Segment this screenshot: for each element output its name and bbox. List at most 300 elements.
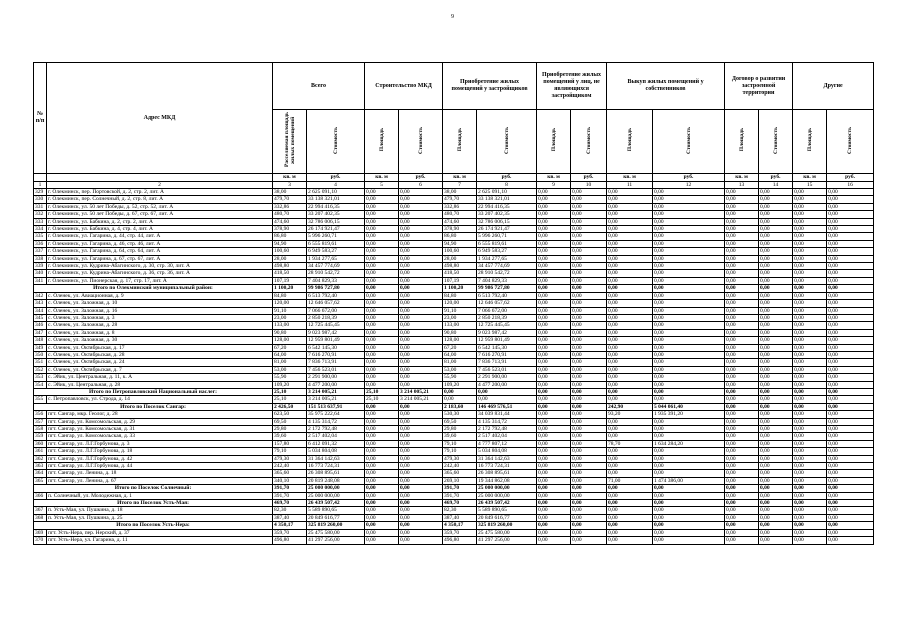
unit-sqm: кв. м bbox=[725, 174, 759, 182]
row-value: 0,00 bbox=[725, 344, 759, 351]
row-value: 4 135 314,72 bbox=[307, 418, 365, 425]
row-value: 0,00 bbox=[607, 322, 653, 329]
row-value: 0,00 bbox=[759, 307, 793, 314]
row-value: 109,20 bbox=[273, 381, 307, 388]
row-value: 0,00 bbox=[759, 470, 793, 477]
row-value: 0,00 bbox=[759, 329, 793, 336]
row-value: 107,19 bbox=[273, 277, 307, 284]
row-value: 0,00 bbox=[725, 255, 759, 262]
row-value: 0,00 bbox=[827, 240, 874, 247]
column-number: 11 bbox=[607, 181, 653, 189]
row-value: 479,70 bbox=[443, 196, 477, 203]
column-number: 2 bbox=[47, 181, 273, 189]
row-value: 6 949 583,27 bbox=[477, 248, 537, 255]
row-value: 78,70 bbox=[607, 440, 653, 447]
row-value: 0,00 bbox=[571, 218, 607, 225]
row-value: 0,00 bbox=[827, 226, 874, 233]
row-value: 0,00 bbox=[571, 233, 607, 240]
row-value: 91,10 bbox=[443, 307, 477, 314]
header-buyout: Выкуп жилых помещений у собственников bbox=[607, 63, 725, 110]
row-value: 0,00 bbox=[607, 233, 653, 240]
row-value: 0,00 bbox=[399, 529, 443, 536]
row-value: 479,70 bbox=[273, 196, 307, 203]
row-value: 0,00 bbox=[365, 329, 399, 336]
units-empty-cell bbox=[34, 174, 47, 182]
row-value: 0,00 bbox=[607, 366, 653, 373]
row-value: 0,00 bbox=[365, 411, 399, 418]
row-value: 133,00 bbox=[273, 322, 307, 329]
row-value: 0,00 bbox=[653, 248, 725, 255]
resettlement-table bbox=[33, 62, 874, 545]
row-value: 2 172 792,48 bbox=[307, 426, 365, 433]
row-value: 0,00 bbox=[365, 463, 399, 470]
row-value: 120,00 bbox=[273, 300, 307, 307]
row-value: 496,80 bbox=[273, 537, 307, 544]
subtotal-value: 151 513 637,91 bbox=[307, 403, 365, 410]
row-value: 0,00 bbox=[653, 189, 725, 196]
row-value: 0,00 bbox=[399, 411, 443, 418]
row-value: 0,00 bbox=[653, 351, 725, 358]
subtotal-value: 0,00 bbox=[725, 403, 759, 410]
row-value: 0,00 bbox=[399, 196, 443, 203]
row-number: 356 bbox=[34, 411, 47, 418]
row-value: 7 456 523,01 bbox=[307, 366, 365, 373]
row-value: 0,00 bbox=[653, 374, 725, 381]
row-value: 0,00 bbox=[725, 189, 759, 196]
subtotal-label: Итого по Петропавловский Национальный наслег: bbox=[34, 388, 273, 395]
row-value: 0,00 bbox=[399, 218, 443, 225]
row-value: 0,00 bbox=[827, 477, 874, 484]
subtotal-label: Итого по Поселок Сангар: bbox=[34, 403, 273, 410]
row-value: 0,00 bbox=[365, 196, 399, 203]
row-value: 0,00 bbox=[607, 277, 653, 284]
subtotal-value: 0,00 bbox=[571, 485, 607, 492]
row-value: 25 475 580,00 bbox=[477, 529, 537, 536]
row-value: 0,00 bbox=[571, 240, 607, 247]
row-value: 0,00 bbox=[759, 203, 793, 210]
subtotal-value: 0,00 bbox=[653, 485, 725, 492]
row-value: 0,00 bbox=[571, 322, 607, 329]
row-value: 0,00 bbox=[827, 314, 874, 321]
row-value: 0,00 bbox=[653, 211, 725, 218]
row-number: 353 bbox=[34, 374, 47, 381]
row-value: 0,00 bbox=[827, 233, 874, 240]
header-acq-dev: Приобретение жилых помещений у застройщиков bbox=[443, 63, 537, 110]
table-row bbox=[34, 418, 874, 425]
column-number: 10 bbox=[571, 181, 607, 189]
row-value: 0,00 bbox=[653, 307, 725, 314]
row-value: 12 959 801,49 bbox=[307, 337, 365, 344]
row-value: 64,00 bbox=[443, 351, 477, 358]
row-value: 0,00 bbox=[477, 396, 537, 403]
subheader-cell bbox=[399, 110, 443, 174]
unit-rub: руб. bbox=[399, 174, 443, 182]
row-value: 0,00 bbox=[759, 292, 793, 299]
row-value: 0,00 bbox=[725, 277, 759, 284]
table-row bbox=[34, 514, 874, 521]
row-value: 0,00 bbox=[725, 196, 759, 203]
subtotal-row bbox=[34, 403, 874, 410]
row-value: 0,00 bbox=[399, 233, 443, 240]
row-number: 365 bbox=[34, 477, 47, 484]
row-value: 0,00 bbox=[793, 344, 827, 351]
row-value: 0,00 bbox=[653, 203, 725, 210]
row-value: 84,80 bbox=[443, 292, 477, 299]
row-value: 0,00 bbox=[827, 218, 874, 225]
row-value: 0,00 bbox=[793, 433, 827, 440]
row-value: 133,00 bbox=[443, 322, 477, 329]
row-value: 0,00 bbox=[399, 255, 443, 262]
row-value: 0,00 bbox=[537, 433, 571, 440]
subtotal-value: 0,00 bbox=[725, 388, 759, 395]
row-value: 0,00 bbox=[537, 440, 571, 447]
row-value: 359,70 bbox=[443, 529, 477, 536]
row-value: 0,00 bbox=[537, 189, 571, 196]
header-num: № п/п bbox=[34, 63, 47, 174]
row-value: 0,00 bbox=[399, 359, 443, 366]
row-value: 0,00 bbox=[399, 433, 443, 440]
subtotal-value: 0,00 bbox=[759, 500, 793, 507]
row-number: 338 bbox=[34, 255, 47, 262]
row-value: 7 836 713,91 bbox=[307, 359, 365, 366]
row-value: 0,00 bbox=[607, 396, 653, 403]
row-value: 0,00 bbox=[399, 537, 443, 544]
row-value: 0,00 bbox=[571, 366, 607, 373]
row-value: 0,00 bbox=[571, 203, 607, 210]
row-value: 41 297 256,00 bbox=[307, 537, 365, 544]
header-total: Всего bbox=[273, 63, 365, 110]
row-value: 0,00 bbox=[827, 381, 874, 388]
row-address: с. Оленек, ул. Заложная, д. 10 bbox=[47, 300, 273, 307]
row-value: 16 773 724,31 bbox=[307, 463, 365, 470]
row-value: 7 456 523,01 bbox=[477, 366, 537, 373]
row-value: 0,00 bbox=[653, 218, 725, 225]
row-number: 360 bbox=[34, 440, 47, 447]
column-number: 15 bbox=[793, 181, 827, 189]
header-acq-nondev: Приобретение жилых помещений у лиц, не являющихся застройщиком bbox=[537, 63, 607, 110]
row-value: 0,00 bbox=[571, 270, 607, 277]
row-value: 79,10 bbox=[443, 448, 477, 455]
table-row bbox=[34, 440, 874, 447]
row-value: 53,00 bbox=[443, 366, 477, 373]
table-header bbox=[34, 63, 874, 189]
subtotal-value: 0,00 bbox=[793, 485, 827, 492]
row-value: 0,00 bbox=[793, 226, 827, 233]
table-row bbox=[34, 307, 874, 314]
unit-rub: руб. bbox=[827, 174, 874, 182]
row-number: 334 bbox=[34, 226, 47, 233]
row-value: 0,00 bbox=[607, 307, 653, 314]
row-value: 34 039 831,44 bbox=[477, 411, 537, 418]
row-value: 0,00 bbox=[537, 307, 571, 314]
row-value: 0,00 bbox=[793, 537, 827, 544]
row-value: 0,00 bbox=[399, 211, 443, 218]
row-value: 0,00 bbox=[537, 374, 571, 381]
row-address: пгт. Сангар, ул. Ленина, д. 67 bbox=[47, 477, 273, 484]
row-value: 28,00 bbox=[443, 255, 477, 262]
row-value: 0,00 bbox=[571, 440, 607, 447]
row-value: 0,00 bbox=[607, 470, 653, 477]
subheader-area: Площадь bbox=[456, 128, 463, 152]
subtotal-value: 25,10 bbox=[365, 388, 399, 395]
subtotal-value: 0,00 bbox=[571, 388, 607, 395]
table-row bbox=[34, 433, 874, 440]
row-value: 6 555 819,61 bbox=[307, 240, 365, 247]
row-value: 0,00 bbox=[399, 329, 443, 336]
row-value: 34 457 774,69 bbox=[307, 263, 365, 270]
table-row bbox=[34, 255, 874, 262]
subtotal-value: 0,00 bbox=[759, 285, 793, 292]
row-address: п. Усть-Мая, ул. Пушкина, д. 18 bbox=[47, 507, 273, 514]
row-number: 354 bbox=[34, 381, 47, 388]
subheader-cell bbox=[759, 110, 793, 174]
row-value: 0,00 bbox=[827, 344, 874, 351]
row-value: 5 996 260,71 bbox=[477, 233, 537, 240]
row-value: 0,00 bbox=[399, 226, 443, 233]
row-value: 0,00 bbox=[365, 292, 399, 299]
row-value: 9 023 987,42 bbox=[477, 329, 537, 336]
subtotal-value: 242,90 bbox=[607, 403, 653, 410]
row-value: 0,00 bbox=[827, 270, 874, 277]
subtotal-value: 4 350,17 bbox=[273, 522, 307, 529]
row-value: 0,00 bbox=[571, 448, 607, 455]
row-value: 6 412 091,32 bbox=[307, 440, 365, 447]
row-value: 0,00 bbox=[399, 189, 443, 196]
row-value: 387,40 bbox=[443, 514, 477, 521]
row-value: 0,00 bbox=[607, 455, 653, 462]
row-address: г. Олекминск, пер. Портовской, д. 2, стр. 2, лит. А bbox=[47, 189, 273, 196]
table-row bbox=[34, 233, 874, 240]
row-value: 0,00 bbox=[365, 226, 399, 233]
row-value: 0,00 bbox=[725, 381, 759, 388]
row-value: 0,00 bbox=[365, 507, 399, 514]
row-value: 0,00 bbox=[653, 196, 725, 203]
row-value: 0,00 bbox=[571, 463, 607, 470]
row-value: 0,00 bbox=[653, 240, 725, 247]
row-value: 0,00 bbox=[399, 470, 443, 477]
row-number: 336 bbox=[34, 240, 47, 247]
column-number: 13 bbox=[725, 181, 759, 189]
table-row bbox=[34, 455, 874, 462]
row-value: 0,00 bbox=[793, 514, 827, 521]
row-value: 0,00 bbox=[607, 374, 653, 381]
row-value: 0,00 bbox=[759, 226, 793, 233]
table-row bbox=[34, 277, 874, 284]
subtotal-value: 0,00 bbox=[537, 403, 571, 410]
table-row bbox=[34, 529, 874, 536]
row-value: 0,00 bbox=[537, 277, 571, 284]
row-address: с. Петропавловск, ул. Строда, д. 14 bbox=[47, 396, 273, 403]
row-address: пгт. Сангар, ул. Ленина, д. 18 bbox=[47, 470, 273, 477]
subtotal-value: 0,00 bbox=[793, 522, 827, 529]
row-value: 0,00 bbox=[399, 337, 443, 344]
row-value: 0,00 bbox=[365, 189, 399, 196]
row-value: 0,00 bbox=[537, 196, 571, 203]
row-value: 0,00 bbox=[365, 211, 399, 218]
row-value: 0,00 bbox=[759, 418, 793, 425]
subtotal-value: 0,00 bbox=[365, 285, 399, 292]
row-value: 12 646 057,62 bbox=[477, 300, 537, 307]
subtotal-value: 99 986 727,80 bbox=[307, 285, 365, 292]
row-value: 0,00 bbox=[653, 470, 725, 477]
subtotal-value: 0,00 bbox=[571, 500, 607, 507]
column-number: 6 bbox=[399, 181, 443, 189]
row-value: 25 000 000,00 bbox=[307, 492, 365, 499]
row-number: 343 bbox=[34, 300, 47, 307]
subtotal-value: 0,00 bbox=[827, 500, 874, 507]
row-value: 0,00 bbox=[827, 463, 874, 470]
row-value: 0,00 bbox=[759, 529, 793, 536]
row-address: с. Оленек, ул. Октябрьская, д. 24 bbox=[47, 359, 273, 366]
row-value: 0,00 bbox=[571, 396, 607, 403]
row-value: 0,00 bbox=[725, 329, 759, 336]
subheader-cost: Стоимость bbox=[332, 126, 339, 154]
column-numbers-row bbox=[34, 181, 874, 189]
row-value: 0,00 bbox=[571, 292, 607, 299]
row-address: п. Усть-Мая, ул. Пушкина, д. 25 bbox=[47, 514, 273, 521]
subtotal-row bbox=[34, 522, 874, 529]
table-row bbox=[34, 314, 874, 321]
row-value: 0,00 bbox=[653, 381, 725, 388]
subtotal-value: 0,00 bbox=[827, 522, 874, 529]
row-value: 0,00 bbox=[759, 514, 793, 521]
table-row bbox=[34, 366, 874, 373]
row-value: 0,00 bbox=[399, 507, 443, 514]
row-number: 335 bbox=[34, 233, 47, 240]
row-address: с. Оленек, ул. Заложная, д. 28 bbox=[47, 322, 273, 329]
row-value: 53,00 bbox=[273, 366, 307, 373]
row-value: 0,00 bbox=[759, 537, 793, 544]
subheader-cost: Стоимость bbox=[685, 126, 692, 154]
row-value: 0,00 bbox=[725, 263, 759, 270]
row-value: 0,00 bbox=[607, 337, 653, 344]
row-value: 0,00 bbox=[571, 277, 607, 284]
subtotal-value: 0,00 bbox=[607, 500, 653, 507]
row-number: 332 bbox=[34, 211, 47, 218]
row-value: 418,50 bbox=[443, 270, 477, 277]
row-value: 0,00 bbox=[607, 255, 653, 262]
row-value: 0,00 bbox=[725, 440, 759, 447]
column-number: 8 bbox=[477, 181, 537, 189]
row-value: 19 344 862,08 bbox=[477, 477, 537, 484]
row-value: 0,00 bbox=[793, 189, 827, 196]
row-value: 90,80 bbox=[443, 329, 477, 336]
row-value: 0,00 bbox=[759, 277, 793, 284]
row-number: 367 bbox=[34, 507, 47, 514]
row-value: 0,00 bbox=[759, 477, 793, 484]
row-value: 0,00 bbox=[399, 300, 443, 307]
subtotal-value: 0,00 bbox=[443, 388, 477, 395]
row-value: 6 513 792,40 bbox=[477, 292, 537, 299]
row-value: 0,00 bbox=[537, 211, 571, 218]
row-value: 0,00 bbox=[759, 374, 793, 381]
subtotal-value: 0,00 bbox=[537, 388, 571, 395]
row-value: 0,00 bbox=[607, 248, 653, 255]
row-value: 0,00 bbox=[653, 537, 725, 544]
row-value: 0,00 bbox=[399, 514, 443, 521]
row-value: 22 994 416,35 bbox=[477, 203, 537, 210]
row-number: 358 bbox=[34, 426, 47, 433]
row-value: 7 616 270,91 bbox=[477, 351, 537, 358]
row-value: 0,00 bbox=[827, 455, 874, 462]
row-value: 0,00 bbox=[365, 448, 399, 455]
row-value: 0,00 bbox=[759, 270, 793, 277]
unit-sqm: кв. м bbox=[273, 174, 307, 182]
row-value: 39,60 bbox=[273, 433, 307, 440]
row-value: 0,00 bbox=[725, 374, 759, 381]
row-value: 41 297 256,00 bbox=[477, 537, 537, 544]
row-value: 474,60 bbox=[443, 218, 477, 225]
row-value: 0,00 bbox=[537, 448, 571, 455]
row-address: пгт. Сангар, ул. Комсомольская, д. 31 bbox=[47, 426, 273, 433]
row-value: 22 994 416,35 bbox=[307, 203, 365, 210]
row-value: 0,00 bbox=[827, 322, 874, 329]
subtotal-value: 0,00 bbox=[365, 403, 399, 410]
row-value: 359,70 bbox=[273, 529, 307, 536]
row-value: 0,00 bbox=[365, 470, 399, 477]
row-value: 0,00 bbox=[365, 322, 399, 329]
row-value: 0,00 bbox=[759, 463, 793, 470]
row-value: 0,00 bbox=[537, 329, 571, 336]
row-value: 623,50 bbox=[273, 411, 307, 418]
row-value: 20 849 616,77 bbox=[477, 514, 537, 521]
row-value: 28 910 542,72 bbox=[307, 270, 365, 277]
row-value: 0,00 bbox=[571, 426, 607, 433]
subtotal-value: 0,00 bbox=[537, 485, 571, 492]
row-value: 0,00 bbox=[607, 433, 653, 440]
row-value: 0,00 bbox=[793, 463, 827, 470]
row-value: 0,00 bbox=[827, 263, 874, 270]
row-value: 0,00 bbox=[365, 366, 399, 373]
row-value: 3 214 005,21 bbox=[307, 396, 365, 403]
row-value: 25 475 580,00 bbox=[307, 529, 365, 536]
row-value: 0,00 bbox=[365, 381, 399, 388]
row-value: 26 174 921,47 bbox=[477, 226, 537, 233]
table-row bbox=[34, 448, 874, 455]
row-address: пгт. Сангар, ул. Л.Г.Горбунова, д. 42 bbox=[47, 455, 273, 462]
subtotal-value: 2 183,60 bbox=[443, 403, 477, 410]
row-value: 0,00 bbox=[571, 470, 607, 477]
row-value: 0,00 bbox=[725, 426, 759, 433]
row-value: 86,80 bbox=[443, 233, 477, 240]
row-value: 0,00 bbox=[759, 381, 793, 388]
row-value: 0,00 bbox=[725, 218, 759, 225]
subtotal-value: 469,70 bbox=[443, 500, 477, 507]
subtotal-value: 0,00 bbox=[571, 522, 607, 529]
subtotal-row bbox=[34, 500, 874, 507]
subheader-cell bbox=[443, 110, 477, 174]
row-value: 157,80 bbox=[273, 440, 307, 447]
row-value: 0,00 bbox=[827, 248, 874, 255]
row-value: 378,90 bbox=[443, 226, 477, 233]
row-value: 9 023 987,42 bbox=[307, 329, 365, 336]
row-value: 4 777 807,12 bbox=[477, 440, 537, 447]
subtotal-value: 0,00 bbox=[759, 522, 793, 529]
row-value: 0,00 bbox=[793, 470, 827, 477]
row-value: 0,00 bbox=[537, 470, 571, 477]
row-value: 0,00 bbox=[607, 507, 653, 514]
row-value: 0,00 bbox=[793, 300, 827, 307]
subheader-cell bbox=[607, 110, 653, 174]
row-value: 0,00 bbox=[399, 366, 443, 373]
row-value: 33 207 402,35 bbox=[477, 211, 537, 218]
row-value: 28,00 bbox=[273, 255, 307, 262]
units-empty-cell bbox=[47, 174, 273, 182]
row-value: 1 474 386,00 bbox=[653, 477, 725, 484]
row-value: 32 786 006,15 bbox=[477, 218, 537, 225]
row-value: 0,00 bbox=[571, 255, 607, 262]
row-value: 0,00 bbox=[653, 337, 725, 344]
